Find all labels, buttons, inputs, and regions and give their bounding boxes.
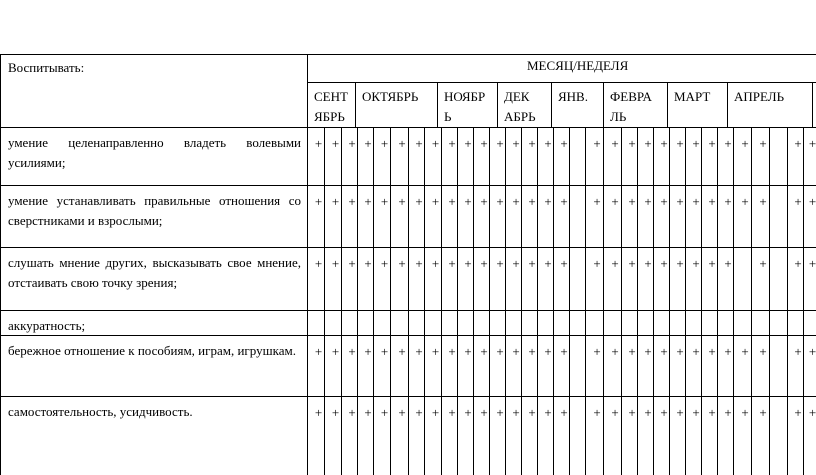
row-label: слушать мнение других, высказывать свое мнение, отстаивать свою точку зрения; <box>8 255 301 290</box>
plus-mark: + <box>759 256 767 271</box>
month-header-line2: АБРЬ <box>504 109 536 124</box>
plus-mark: + <box>628 256 636 271</box>
plus-mark: + <box>314 194 323 209</box>
plus-mark: + <box>644 256 652 271</box>
plus-mark: + <box>544 344 552 359</box>
plus-mark: + <box>448 136 456 151</box>
plus-mark: + <box>380 405 389 420</box>
plus-mark: + <box>560 405 568 420</box>
plus-mark: + <box>496 256 504 271</box>
plus-mark: + <box>676 344 684 359</box>
plus-mark: + <box>314 256 323 271</box>
row-label: бережное отношение к пособиям, играм, игрушкам. <box>8 343 296 358</box>
plus-mark: + <box>464 194 472 209</box>
plus-mark: + <box>448 344 456 359</box>
plus-mark: + <box>544 405 552 420</box>
plus-mark: + <box>348 194 356 209</box>
plus-mark: + <box>724 405 732 420</box>
plus-mark: + <box>593 256 601 271</box>
plus-mark: + <box>692 194 700 209</box>
plus-mark: + <box>724 256 732 271</box>
plus-mark: + <box>708 136 716 151</box>
plus-mark: + <box>528 344 536 359</box>
plus-mark: + <box>560 256 568 271</box>
plus-mark: + <box>676 136 684 151</box>
plus-mark: + <box>512 405 520 420</box>
row-label: умение целенаправленно владеть волевыми усилиями; <box>8 135 301 170</box>
plus-mark: + <box>364 194 372 209</box>
plus-mark: + <box>808 344 816 359</box>
plus-mark: + <box>480 405 488 420</box>
month-header <box>314 87 348 127</box>
plus-mark: + <box>448 256 456 271</box>
month-header-line2: ЯБРЬ <box>314 109 345 124</box>
plus-mark: + <box>480 256 488 271</box>
row-label: умение устанавливать правильные отношения со сверстниками и взрослыми; <box>8 193 301 228</box>
plus-mark: + <box>528 256 536 271</box>
plus-mark: + <box>415 405 423 420</box>
header-left-label: Воспитывать: <box>8 60 85 75</box>
plus-mark: + <box>560 194 568 209</box>
plus-mark: + <box>660 194 668 209</box>
plus-mark: + <box>480 194 488 209</box>
month-header-line1: ЯНВ. <box>558 89 588 104</box>
plus-mark: + <box>759 194 767 209</box>
plus-mark: + <box>512 136 520 151</box>
plus-mark: + <box>348 405 356 420</box>
month-header <box>444 87 485 127</box>
plus-mark: + <box>808 405 816 420</box>
plus-mark: + <box>759 136 767 151</box>
plus-mark: + <box>512 194 520 209</box>
plus-mark: + <box>364 256 372 271</box>
plus-mark: + <box>496 136 504 151</box>
plus-mark: + <box>528 194 536 209</box>
plus-mark: + <box>660 256 668 271</box>
plus-mark: + <box>708 256 716 271</box>
plus-mark: + <box>692 256 700 271</box>
plus-mark: + <box>380 136 389 151</box>
plus-mark: + <box>759 405 767 420</box>
plus-mark: + <box>628 405 636 420</box>
plus-mark: + <box>794 344 802 359</box>
plus-mark: + <box>528 405 536 420</box>
plus-mark: + <box>464 344 472 359</box>
plus-mark: + <box>415 136 423 151</box>
plus-mark: + <box>398 256 406 271</box>
plus-mark: + <box>496 194 504 209</box>
plus-mark: + <box>480 136 488 151</box>
plus-mark: + <box>348 256 356 271</box>
month-header <box>610 87 652 127</box>
month-header-line1: МАРТ <box>674 89 711 104</box>
plus-mark: + <box>464 256 472 271</box>
month-header <box>558 87 588 107</box>
plus-mark: + <box>380 344 389 359</box>
plus-mark: + <box>560 344 568 359</box>
plus-mark: + <box>431 194 440 209</box>
plus-mark: + <box>544 136 552 151</box>
plus-mark: + <box>331 344 340 359</box>
plus-mark: + <box>692 136 700 151</box>
plus-mark: + <box>398 405 406 420</box>
plus-mark: + <box>560 136 568 151</box>
plus-mark: + <box>628 194 636 209</box>
plus-mark: + <box>611 344 619 359</box>
plus-mark: + <box>644 136 652 151</box>
month-header <box>734 87 784 107</box>
plus-mark: + <box>593 194 601 209</box>
plus-mark: + <box>692 405 700 420</box>
plus-mark: + <box>611 405 619 420</box>
plus-mark: + <box>331 256 340 271</box>
plus-mark: + <box>644 194 652 209</box>
plus-mark: + <box>759 344 767 359</box>
plus-mark: + <box>464 136 472 151</box>
plus-mark: + <box>794 256 802 271</box>
plus-mark: + <box>448 405 456 420</box>
plus-mark: + <box>794 136 802 151</box>
plus-mark: + <box>611 256 619 271</box>
plus-mark: + <box>676 256 684 271</box>
plus-mark: + <box>676 405 684 420</box>
plus-mark: + <box>544 194 552 209</box>
plus-mark: + <box>611 194 619 209</box>
month-header <box>674 87 710 107</box>
plus-mark: + <box>593 136 601 151</box>
plus-mark: + <box>364 344 372 359</box>
plus-mark: + <box>348 344 356 359</box>
month-header-line1: СЕНТ <box>314 89 348 104</box>
plus-mark: + <box>528 136 536 151</box>
plus-mark: + <box>314 405 323 420</box>
plus-mark: + <box>808 194 816 209</box>
plus-mark: + <box>431 256 440 271</box>
plus-mark: + <box>808 136 816 151</box>
plus-mark: + <box>431 344 440 359</box>
month-header-line2: ЛЬ <box>610 109 627 124</box>
plus-mark: + <box>724 344 732 359</box>
plus-mark: + <box>364 405 372 420</box>
plus-mark: + <box>380 194 389 209</box>
plus-mark: + <box>331 136 340 151</box>
plus-mark: + <box>398 194 406 209</box>
plus-mark: + <box>741 136 749 151</box>
plus-mark: + <box>628 136 636 151</box>
month-header-line1: ДЕК <box>504 89 530 104</box>
plus-mark: + <box>676 194 684 209</box>
plus-mark: + <box>708 194 716 209</box>
month-header-line2: Ь <box>444 109 452 124</box>
plus-mark: + <box>708 405 716 420</box>
plus-mark: + <box>644 405 652 420</box>
plus-mark: + <box>660 136 668 151</box>
month-header-line1: ОКТЯБРЬ <box>362 89 419 104</box>
plus-mark: + <box>660 405 668 420</box>
plus-mark: + <box>431 405 440 420</box>
plus-mark: + <box>611 136 619 151</box>
plus-mark: + <box>708 344 716 359</box>
plus-mark: + <box>314 344 323 359</box>
plus-mark: + <box>593 405 601 420</box>
plus-mark: + <box>348 136 356 151</box>
plus-mark: + <box>593 344 601 359</box>
month-header <box>504 87 536 127</box>
plus-mark: + <box>512 344 520 359</box>
plus-mark: + <box>480 344 488 359</box>
plus-mark: + <box>496 405 504 420</box>
plus-mark: + <box>644 344 652 359</box>
plus-mark: + <box>415 194 423 209</box>
plus-mark: + <box>544 256 552 271</box>
plus-mark: + <box>741 344 749 359</box>
plus-mark: + <box>431 136 440 151</box>
month-header-line1: НОЯБР <box>444 89 486 104</box>
month-header-line1: ФЕВРА <box>610 89 652 104</box>
plus-mark: + <box>741 194 749 209</box>
month-header <box>362 87 418 107</box>
plus-mark: + <box>496 344 504 359</box>
plus-mark: + <box>464 405 472 420</box>
plus-mark: + <box>364 136 372 151</box>
row-label: самостоятельность, усидчивость. <box>8 404 193 419</box>
plus-mark: + <box>331 194 340 209</box>
plus-mark: + <box>692 344 700 359</box>
plus-mark: + <box>724 136 732 151</box>
plus-mark: + <box>512 256 520 271</box>
plus-mark: + <box>741 405 749 420</box>
plus-mark: + <box>314 136 323 151</box>
plus-mark: + <box>724 194 732 209</box>
plus-mark: + <box>794 194 802 209</box>
month-header-line1: АПРЕЛЬ <box>734 89 785 104</box>
plus-mark: + <box>448 194 456 209</box>
header-month-week-label: МЕСЯЦ/НЕДЕЛЯ <box>527 58 629 73</box>
plus-mark: + <box>415 344 423 359</box>
plus-mark: + <box>331 405 340 420</box>
plus-mark: + <box>808 256 816 271</box>
plus-mark: + <box>660 344 668 359</box>
row-label: аккуратность; <box>8 318 86 333</box>
plus-mark: + <box>398 344 406 359</box>
plus-mark: + <box>380 256 389 271</box>
plus-mark: + <box>415 256 423 271</box>
plus-mark: + <box>398 136 406 151</box>
plus-mark: + <box>628 344 636 359</box>
plus-mark: + <box>794 405 802 420</box>
